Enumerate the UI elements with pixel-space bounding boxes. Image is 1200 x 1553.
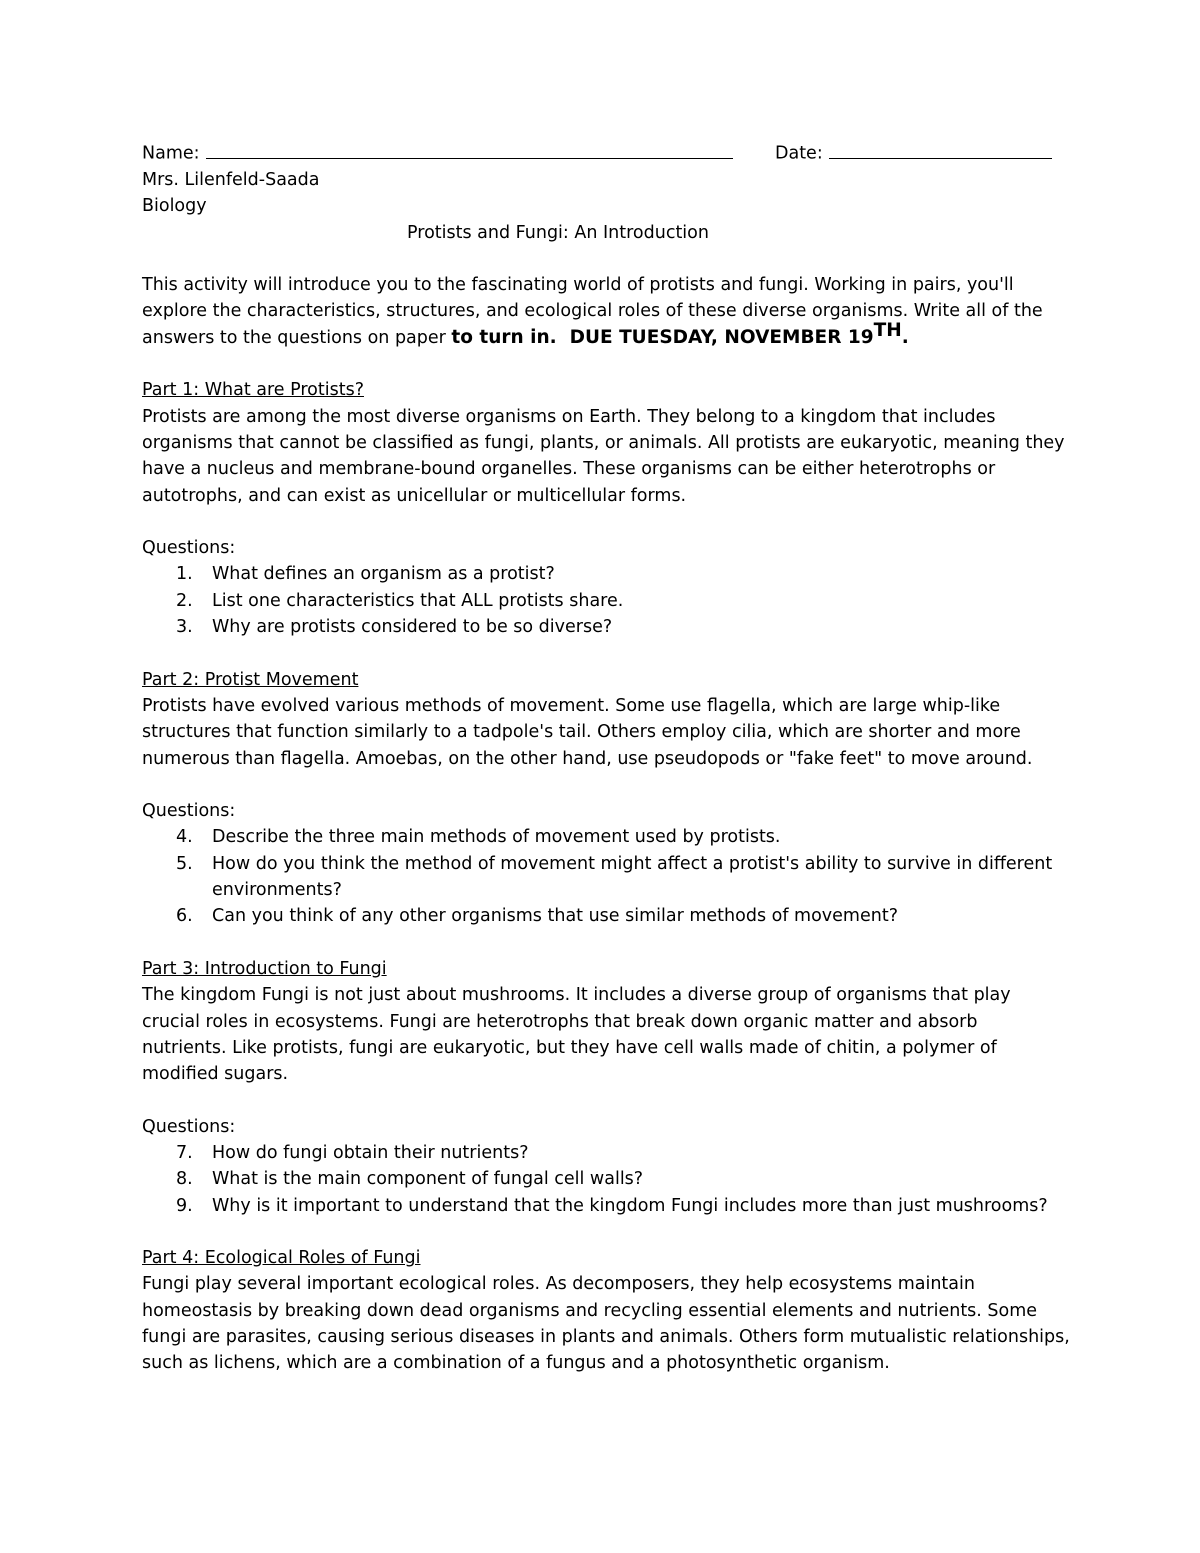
question-item	[142, 588, 1060, 614]
question-item	[142, 824, 1060, 850]
question-item	[142, 903, 1060, 929]
question-list	[142, 561, 1060, 640]
date-label: Date:	[775, 143, 823, 164]
question-number: 6.	[176, 906, 193, 927]
question-number: 8.	[176, 1169, 193, 1190]
part-text-line: homeostasis by breaking down dead organisms and recycling essential elements and nutrients. Some	[142, 1300, 1038, 1321]
part-text-line: crucial roles in ecosystems. Fungi are heterotrophs that break down organic matter and absorb	[142, 1011, 978, 1032]
header-row	[142, 140, 1060, 167]
question-list	[142, 824, 1060, 929]
question-text: Why is it important to understand that the kingdom Fungi includes more than just mushrooms?	[212, 1195, 1048, 1216]
part-text-line: Protists are among the most diverse organisms on Earth. They belong to a kingdom that includes	[142, 406, 996, 427]
part-section	[142, 956, 1060, 1219]
part-text-line: have a nucleus and membrane-bound organelles. These organisms can be either heterotrophs or	[142, 459, 996, 480]
due-date-period: .	[901, 326, 909, 348]
part-text-line: such as lichens, which are a combination of a fungus and a photosynthetic organism.	[142, 1353, 890, 1374]
part-heading: Part 4: Ecological Roles of Fungi	[142, 1248, 421, 1269]
question-list	[142, 1140, 1060, 1219]
question-text: How do you think the method of movement might affect a protist's ability to survive in different	[212, 853, 1053, 874]
question-text: List one characteristics that ALL protists share.	[212, 590, 624, 611]
part-section	[142, 667, 1060, 930]
intro-line: This activity will introduce you to the fascinating world of protists and fungi. Working in pairs, you'll	[142, 275, 1014, 296]
part-text-line: fungi are parasites, causing serious diseases in plants and animals. Others form mutualistic relationships,	[142, 1327, 1070, 1348]
part-heading: Part 2: Protist Movement	[142, 669, 359, 690]
question-number: 4.	[176, 827, 193, 848]
question-item	[142, 1193, 1060, 1219]
due-date-suffix: TH	[873, 319, 902, 341]
question-item	[142, 561, 1060, 587]
question-text: Why are protists considered to be so diverse?	[212, 617, 613, 638]
due-date: DUE TUESDAY, NOVEMBER 19	[569, 326, 874, 348]
part-section	[142, 377, 1065, 640]
question-number: 1.	[176, 564, 193, 585]
questions-label: Questions:	[142, 1116, 236, 1137]
part-text-line: nutrients. Like protists, fungi are eukaryotic, but they have cell walls made of chitin, a polymer of	[142, 1037, 997, 1058]
intro-line-prefix: answers to the questions on paper	[142, 327, 452, 348]
part-text-line: numerous than flagella. Amoebas, on the other hand, use pseudopods or "fake feet" to move around.	[142, 748, 1033, 769]
parts-container	[142, 351, 1070, 1377]
part-text-line: Protists have evolved various methods of movement. Some use flagella, which are large whip-like	[142, 695, 1001, 716]
intro-paragraph	[142, 272, 1060, 351]
part-text-line: organisms that cannot be classified as fungi, plants, or animals. All protists are eukaryotic, meaning they	[142, 432, 1065, 453]
part-text-line: Fungi play several important ecological roles. As decomposers, they help ecosystems maintain	[142, 1274, 975, 1295]
question-item	[142, 1166, 1060, 1192]
question-item	[142, 851, 1060, 904]
question-number: 3.	[176, 617, 193, 638]
part-text-line: modified sugars.	[142, 1064, 289, 1085]
question-number: 9.	[176, 1195, 193, 1216]
questions-label: Questions:	[142, 801, 236, 822]
question-text: Can you think of any other organisms that use similar methods of movement?	[212, 906, 898, 927]
question-number: 5.	[176, 853, 193, 874]
turn-in-text: to turn in.	[451, 326, 557, 348]
question-item	[142, 1140, 1060, 1166]
intro-line: explore the characteristics, structures, and ecological roles of these diverse organisms. Write all of the	[142, 301, 1043, 322]
question-text: How do fungi obtain their nutrients?	[212, 1142, 529, 1163]
question-text: What is the main component of fungal cell walls?	[212, 1169, 644, 1190]
worksheet-title: Protists and Fungi: An Introduction	[407, 222, 709, 243]
date-field	[775, 140, 1052, 167]
part-text-line: The kingdom Fungi is not just about mushrooms. It includes a diverse group of organisms that play	[142, 985, 1011, 1006]
question-number: 2.	[176, 590, 193, 611]
question-item	[142, 614, 1060, 640]
part-section	[142, 1245, 1070, 1376]
worksheet-document	[142, 140, 1070, 1377]
intro-line-due	[142, 319, 1060, 351]
name-field	[142, 140, 733, 167]
question-number: 7.	[176, 1142, 193, 1163]
part-text-line: structures that function similarly to a tadpole's tail. Others employ cilia, which are shorter and more	[142, 722, 1021, 743]
part-text-line: autotrophs, and can exist as unicellular or multicellular forms.	[142, 485, 687, 506]
name-label: Name:	[142, 143, 200, 164]
question-text: environments?	[212, 880, 342, 901]
questions-label: Questions:	[142, 538, 236, 559]
teacher-name: Mrs. Lilenfeld-Saada	[142, 170, 320, 190]
question-text: Describe the three main methods of movement used by protists.	[212, 827, 781, 848]
part-heading: Part 1: What are Protists?	[142, 380, 364, 401]
subject-name: Biology	[142, 196, 207, 217]
question-text: What defines an organism as a protist?	[212, 564, 555, 585]
date-blank-line[interactable]	[829, 140, 1052, 159]
part-heading: Part 3: Introduction to Fungi	[142, 958, 387, 979]
name-blank-line[interactable]	[206, 140, 733, 159]
